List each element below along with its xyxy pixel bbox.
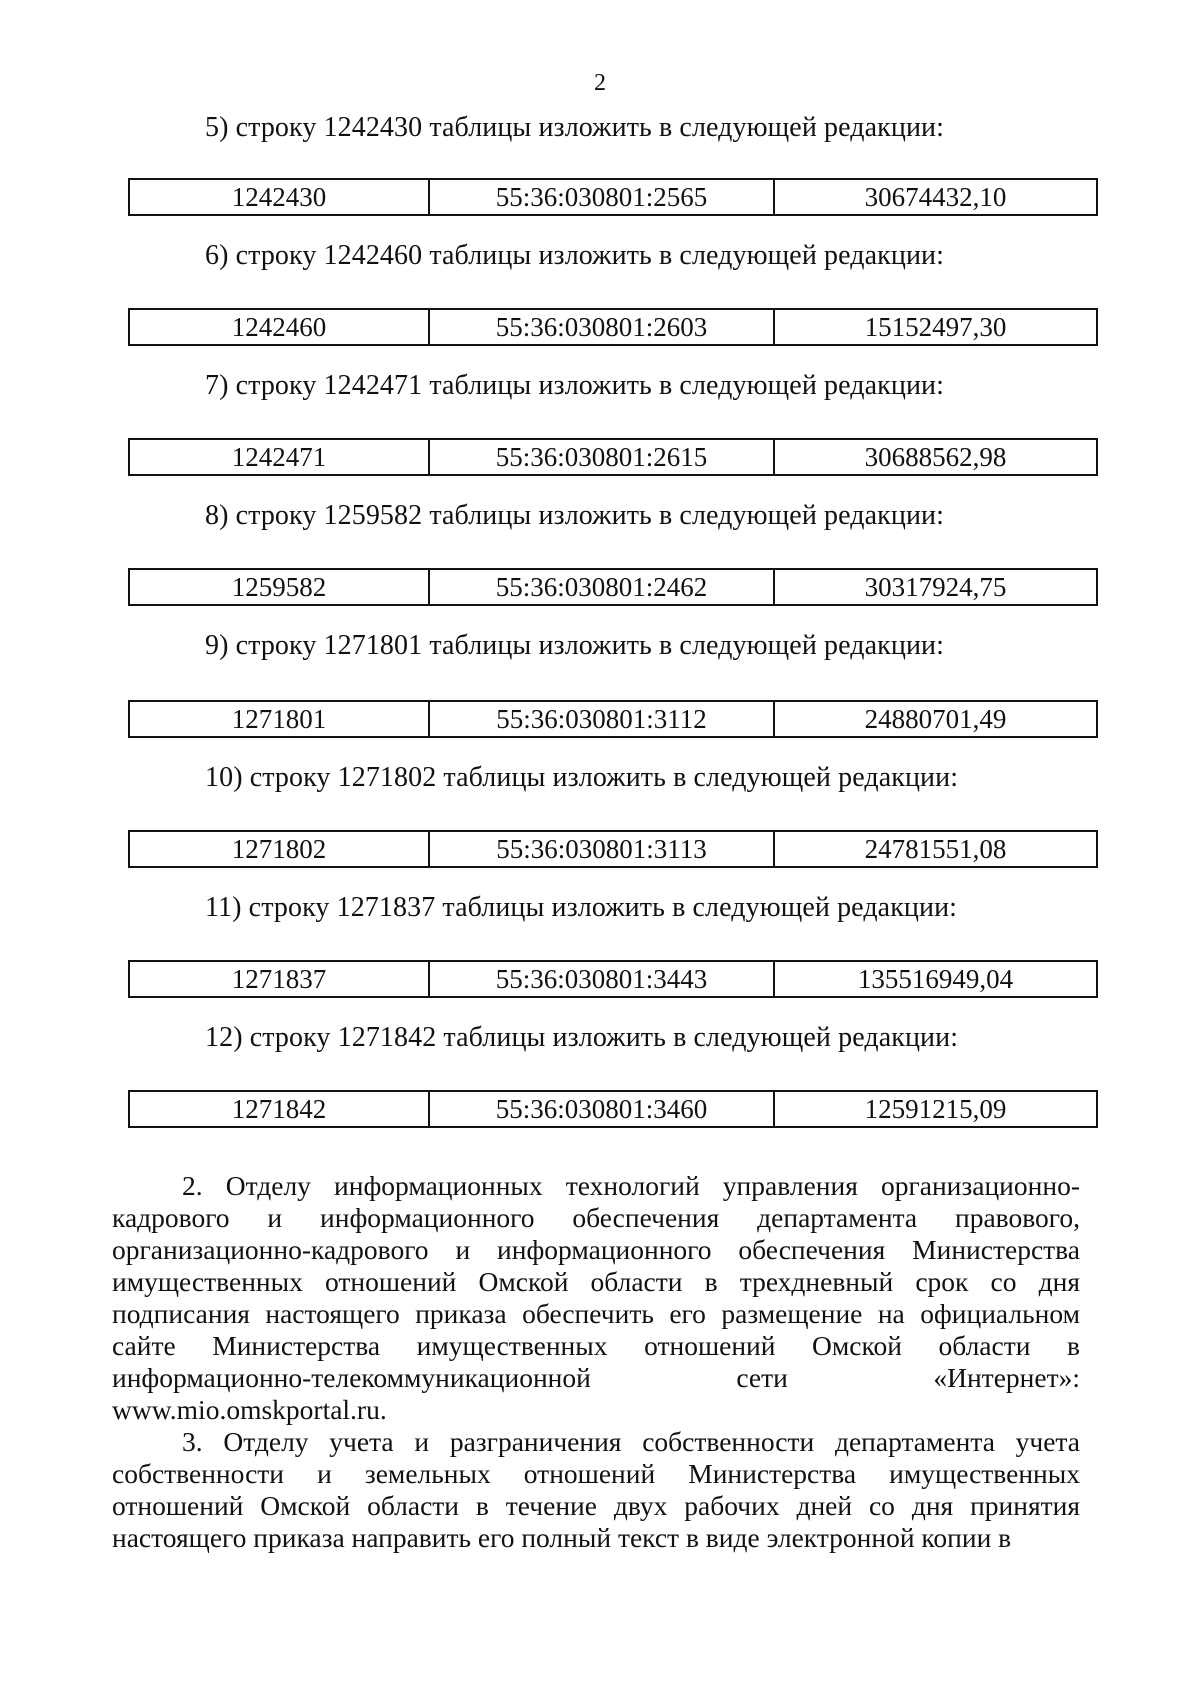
cadastral-number-cell: 55:36:030801:3443 — [430, 962, 775, 996]
value-cell: 15152497,30 — [864, 311, 1007, 342]
value-cell: 135516949,04 — [857, 963, 1014, 994]
cadastral-number-cell: 55:36:030801:2462 — [430, 570, 775, 604]
value-cell: 12591215,09 — [864, 1093, 1007, 1124]
row-number-cell: 1242471 — [130, 440, 430, 474]
value-cell: 24880701,49 — [864, 703, 1007, 734]
cadastral-number-cell: 55:36:030801:2615 — [430, 440, 775, 474]
amendment-instruction: 6) строку 1242460 таблицы изложить в следующей редакции: — [205, 240, 944, 271]
table-row — [128, 830, 1098, 868]
amendment-instruction: 7) строку 1242471 таблицы изложить в следующей редакции: — [205, 370, 944, 401]
row-number-cell: 1259582 — [130, 570, 430, 604]
value-cell: 30317924,75 — [864, 571, 1007, 602]
table-row — [128, 700, 1098, 738]
cadastral-number-cell: 55:36:030801:3112 — [430, 702, 775, 736]
value-cell: 24781551,08 — [864, 833, 1007, 864]
table-row — [128, 1090, 1098, 1128]
amendment-instruction: 5) строку 1242430 таблицы изложить в следующей редакции: — [205, 112, 944, 143]
row-number-cell: 1242430 — [130, 180, 430, 214]
page-number: 2 — [594, 70, 606, 96]
cadastral-number-cell: 55:36:030801:3113 — [430, 832, 775, 866]
table-row — [128, 438, 1098, 476]
cadastral-number-cell: 55:36:030801:2565 — [430, 180, 775, 214]
body-text — [112, 1170, 1080, 1554]
row-number-cell: 1242460 — [130, 310, 430, 344]
cadastral-number-cell: 55:36:030801:2603 — [430, 310, 775, 344]
paragraph-2: 2. Отделу информационных технологий управления организационно-кадрового и информационного обеспечения департамента правового, организационно-кадрового и информационного обеспечения Министерства имущественных отношений Омской области в трехдневный срок со дня подписания настоящего приказа обеспечить его размещение на официальном сайте Министерства имущественных отношений Омской области в информационно-телекоммуникационной сети «Интернет»: www.mio.omskportal.ru. — [112, 1170, 1080, 1425]
amendment-instruction: 12) строку 1271842 таблицы изложить в следующей редакции: — [205, 1022, 959, 1053]
value-cell: 30674432,10 — [864, 181, 1007, 212]
table-row — [128, 308, 1098, 346]
amendment-instruction: 8) строку 1259582 таблицы изложить в следующей редакции: — [205, 500, 944, 531]
table-row — [128, 568, 1098, 606]
row-number-cell: 1271802 — [130, 832, 430, 866]
table-row — [128, 178, 1098, 216]
amendment-instruction: 9) строку 1271801 таблицы изложить в следующей редакции: — [205, 630, 944, 661]
row-number-cell: 1271842 — [130, 1092, 430, 1126]
row-number-cell: 1271837 — [130, 962, 430, 996]
amendment-instruction: 11) строку 1271837 таблицы изложить в следующей редакции: — [205, 892, 958, 923]
paragraph-3: 3. Отделу учета и разграничения собственности департамента учета собственности и земельных отношений Министерства имущественных отношений Омской области в течение двух рабочих дней со дня принятия настоящего приказа направить его полный текст в виде электронной копии в — [112, 1426, 1080, 1553]
table-row — [128, 960, 1098, 998]
row-number-cell: 1271801 — [130, 702, 430, 736]
cadastral-number-cell: 55:36:030801:3460 — [430, 1092, 775, 1126]
amendment-instruction: 10) строку 1271802 таблицы изложить в следующей редакции: — [205, 762, 959, 793]
value-cell: 30688562,98 — [864, 441, 1007, 472]
